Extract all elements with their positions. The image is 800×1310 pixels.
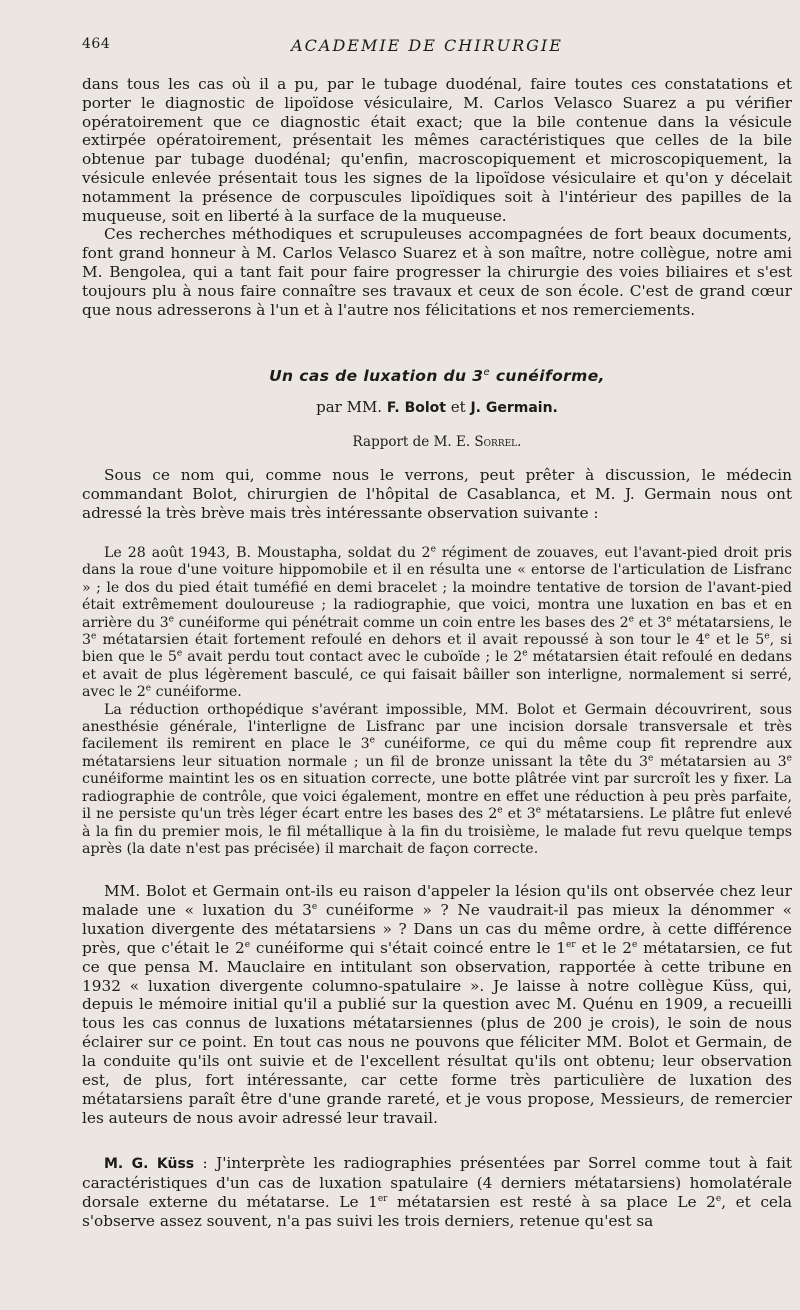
- observation-paragraph-2: La réduction orthopédique s'avérant impossible, MM. Bolot et Germain découvrirent, sous anesthésie générale, l'interligne de Lisfranc par une incision dorsale transversale et très facilement ils remirent en place le 3e cunéiforme, ce qui du même coup fit reprendre aux métatarsiens leur situation normale ; un fil de bronze unissant la tête du 3e métatarsien au 3e cunéiforme maintint les os en situation correcte, une botte plâtrée vint par surcroît les y fixer. La radiographie de contrôle, que voici également, montre en effet une réduction à peu près parfaite, il ne persiste qu'un très léger écart entre les bases des 2e et 3e métatarsiens. Le plâtre fut enlevé à la fin du premier mois, le fil métallique à la fin du troisième, le malade fut revu quelque temps après (la date n'est pas précisée) il marchait de façon correcte.: [82, 701, 792, 857]
- intro-section: [82, 75, 792, 319]
- running-head: ACADEMIE DE CHIRURGIE: [291, 36, 563, 55]
- report-byline: Rapport de M. E. Sorrel.: [352, 434, 522, 450]
- kuss-paragraph-1: M. G. Küss : J'interprète les radiographies présentées par Sorrel comme tout à fait caractéristiques d'un cas de luxation spatulaire (4 derniers métatarsiens) homolatérale dorsale externe du métatarse. Le 1er métatarsien est resté à sa place Le 2e, et cela s'observe assez souvent, n'a pas suivi les trois derniers, retenue qu'est sa: [82, 1154, 793, 1230]
- author-bolot: F. Bolot: [386, 400, 446, 416]
- intro-paragraph-1: dans tous les cas où il a pu, par le tubage duodénal, faire toutes ces constatations et porter le diagnostic de lipoïdose vésiculaire, M. Carlos Velasco Suarez a pu vérifier opératoirement que ce diagnostic était exact; que la bile contenue dans la vésicule extirpée opératoirement, présentait les mêmes caractéristiques que celles de la bile obtenue par tubage duodénal; qu'enfin, macroscopiquement et microscopiquement, la vésicule enlevée présentait tous les signes de la lipoïdose vésiculaire et qu'on y décelait notamment la présence de corpuscules lipoïdiques soit à l'intérieur des papilles de la muqueuse, soit en liberté à la surface de la muqueuse.: [82, 75, 792, 225]
- observation-section: [82, 545, 792, 858]
- speaker-kuss: M. G. Küss: [104, 1156, 195, 1172]
- intro-paragraph-2: Ces recherches méthodiques et scrupuleuses accompagnées de fort beaux documents, font grand honneur à M. Carlos Velasco Suarez et à son maître, notre collègue, notre ami M. Bengolea, qui a tant fait pour faire progresser la chirurgie des voies biliaires et s'est toujours plu à nous faire connaître ses travaux et ceux de son école. C'est de grand cœur que nous adresserons à l'un et à l'autre nos félicitations et nos remerciements.: [82, 225, 792, 319]
- page-number: 464: [82, 36, 111, 52]
- report-paragraph-1: Sous ce nom qui, comme nous le verrons, peut prêter à discussion, le médecin commandant Bolot, chirurgien de l'hôpital de Casablanca, et M. J. Germain nous ont adressé la très brève mais très intéressante observation suivante :: [82, 466, 792, 522]
- page-header: [82, 36, 772, 60]
- observation-paragraph-1: Le 28 août 1943, B. Moustapha, soldat du 2e régiment de zouaves, eut l'avant-pied droit pris dans la roue d'une voiture hippomobile et il en résulta une « entorse de l'articulation de Lisfranc » ; le dos du pied était tuméfié en demi bracelet ; la moindre tentative de torsion de l'avant-pied était extrêmement douloureuse ; la radiographie, que voici, montra une luxation en bas et en arrière du 3e cunéiforme qui pénétrait comme un coin entre les bases des 2e et 3e métatarsiens, le 3e métatarsien était fortement refoulé en dehors et il avait repoussé à son tour le 4e et le 5e, si bien que le 5e avait perdu tout contact avec le cuboïde ; le 2e métatarsien était refoulé en dedans et avait de plus légèrement basculé, ce qui faisait bâiller son interligne, normalement si serré, avec le 2e cunéiforme.: [82, 544, 793, 701]
- article-title: Un cas de luxation du 3e cunéiforme,: [269, 366, 605, 385]
- article-authors: par MM. F. Bolot et J. Germain.: [316, 398, 558, 416]
- discussion-paragraph-1: MM. Bolot et Germain ont-ils eu raison d'appeler la lésion qu'ils ont observée chez leur malade une « luxation du 3e cunéiforme » ? Ne vaudrait-il pas mieux la dénommer « luxation divergente des métatarsiens » ? Dans un cas du même ordre, à cette différence près, que c'était le 2e cunéiforme qui s'était coincé entre le 1er et le 2e métatarsien, ce fut ce que pensa M. Mauclaire en intitulant son observation, rapportée à cette tribune en 1932 « luxation divergente columno-spatulaire ». Je laisse à notre collègue Küss, qui, depuis le mémoire initial qu'il a publié sur la question avec M. Quénu en 1909, a recueilli tous les cas connus de luxations métatarsiennes (plus de 200 je crois), le soin de nous éclairer sur ce point. En tout cas nous ne pouvons que féliciter MM. Bolot et Germain, de la conduite qu'ils ont suivie et de l'excellent résultat qu'ils ont obtenu; leur observation est, de plus, fort intéressante, car cette forme très particulière de luxation des métatarsiens paraît être d'une grande rareté, et je vous propose, Messieurs, de remercier les auteurs de nous avoir adressé leur travail.: [82, 882, 793, 1127]
- author-germain: J. Germain.: [470, 400, 558, 416]
- discussion-section: [82, 882, 792, 1128]
- kuss-section: [82, 1154, 792, 1231]
- report-intro: [82, 466, 792, 523]
